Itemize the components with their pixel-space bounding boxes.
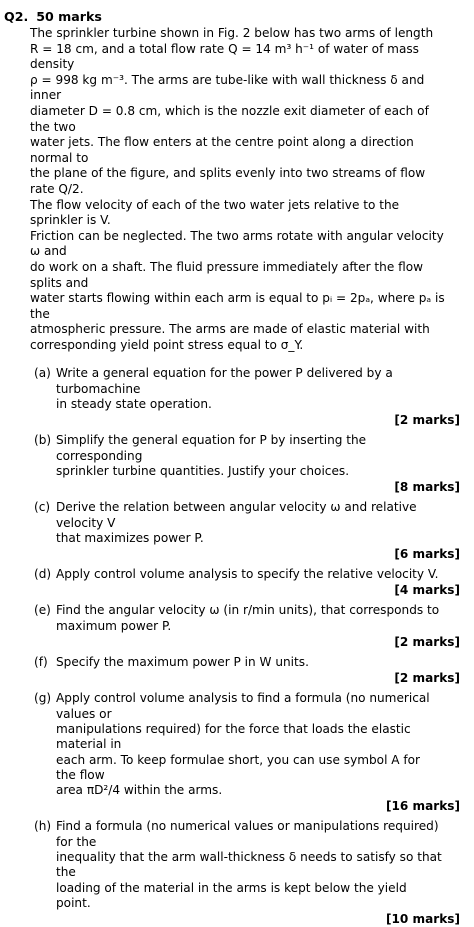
part-a xyxy=(4,366,464,428)
part-line: loading of the material in the arms is kept below the yield point. xyxy=(56,880,407,910)
part-d xyxy=(4,567,464,598)
part-line: Apply control volume analysis to specify the relative velocity V. xyxy=(56,567,439,582)
part-line: in steady state operation. xyxy=(56,397,212,412)
part-label: (a) xyxy=(34,366,51,381)
part-label: (d) xyxy=(34,567,52,582)
part-marks: [8 marks] xyxy=(394,480,460,495)
part-line: manipulations required) for the force that loads the elastic material in xyxy=(56,721,411,752)
intro-line: diameter D = 0.8 cm, which is the nozzle exit diameter of each of the two xyxy=(30,103,429,134)
part-marks: [6 marks] xyxy=(394,547,460,562)
part-line: inequality that the arm wall-thickness δ needs to satisfy so that the xyxy=(56,850,442,880)
part-f xyxy=(4,655,464,686)
part-line: each arm. To keep formulae short, you can use symbol A for the flow xyxy=(56,752,421,782)
question-parts xyxy=(4,366,464,927)
intro-line: water jets. The flow enters at the centre point along a direction normal to xyxy=(30,135,414,165)
intro-line: The sprinkler turbine shown in Fig. 2 below has two arms of length xyxy=(30,26,434,40)
part-line: area πD²/4 within the arms. xyxy=(56,783,223,798)
part-label: (g) xyxy=(34,691,52,706)
question-intro xyxy=(30,26,450,353)
part-line: Write a general equation for the power P delivered by a turbomachine xyxy=(56,366,393,396)
part-marks: [4 marks] xyxy=(394,583,460,598)
intro-line: ρ = 998 kg m⁻³. The arms are tube-like with wall thickness δ and inner xyxy=(30,72,425,103)
part-h xyxy=(4,819,464,927)
part-marks: [10 marks] xyxy=(385,912,460,927)
intro-line: atmospheric pressure. The arms are made of elastic material with xyxy=(30,322,430,337)
part-b xyxy=(4,433,464,495)
part-g xyxy=(4,691,464,814)
intro-line: corresponding yield point stress equal to σ_Y. xyxy=(30,337,304,352)
part-line: Find a formula (no numerical values or manipulations required) for the xyxy=(56,819,439,849)
part-label: (b) xyxy=(34,433,52,448)
part-line: Find the angular velocity ω (in r/min units), that corresponds to xyxy=(56,603,440,618)
part-label: (f) xyxy=(34,655,48,670)
part-marks: [16 marks] xyxy=(385,799,460,814)
intro-line: the plane of the figure, and splits evenly into two streams of flow rate Q/2. xyxy=(30,166,426,196)
question-total-marks: 50 marks xyxy=(36,9,102,24)
part-e xyxy=(4,603,464,650)
part-line: Simplify the general equation for P by inserting the corresponding xyxy=(56,433,367,463)
part-marks: [2 marks] xyxy=(394,635,460,650)
part-label: (h) xyxy=(34,819,52,834)
intro-line: The flow velocity of each of the two water jets relative to the sprinkler is V. xyxy=(30,197,400,228)
part-line: Derive the relation between angular velocity ω and relative velocity V xyxy=(56,500,417,530)
part-marks: [2 marks] xyxy=(394,671,460,686)
intro-line: water starts flowing within each arm is equal to pᵢ = 2pₐ, where pₐ is the xyxy=(30,291,445,321)
intro-line: do work on a shaft. The fluid pressure immediately after the flow splits and xyxy=(30,259,424,290)
part-line: Specify the maximum power P in W units. xyxy=(56,655,309,670)
part-label: (c) xyxy=(34,500,51,515)
part-line: sprinkler turbine quantities. Justify your choices. xyxy=(56,463,350,478)
part-marks: [2 marks] xyxy=(394,413,460,428)
intro-line: R = 18 cm, and a total flow rate Q = 14 m³ h⁻¹ of water of mass density xyxy=(30,41,419,72)
part-line: that maximizes power P. xyxy=(56,530,204,545)
part-line: maximum power P. xyxy=(56,618,172,633)
part-label: (e) xyxy=(34,603,51,618)
part-c xyxy=(4,500,464,562)
question-number: Q2. xyxy=(4,9,29,24)
intro-line: Friction can be neglected. The two arms rotate with angular velocity ω and xyxy=(30,228,444,259)
question-header xyxy=(4,9,464,25)
part-line: Apply control volume analysis to find a formula (no numerical values or xyxy=(56,691,430,721)
